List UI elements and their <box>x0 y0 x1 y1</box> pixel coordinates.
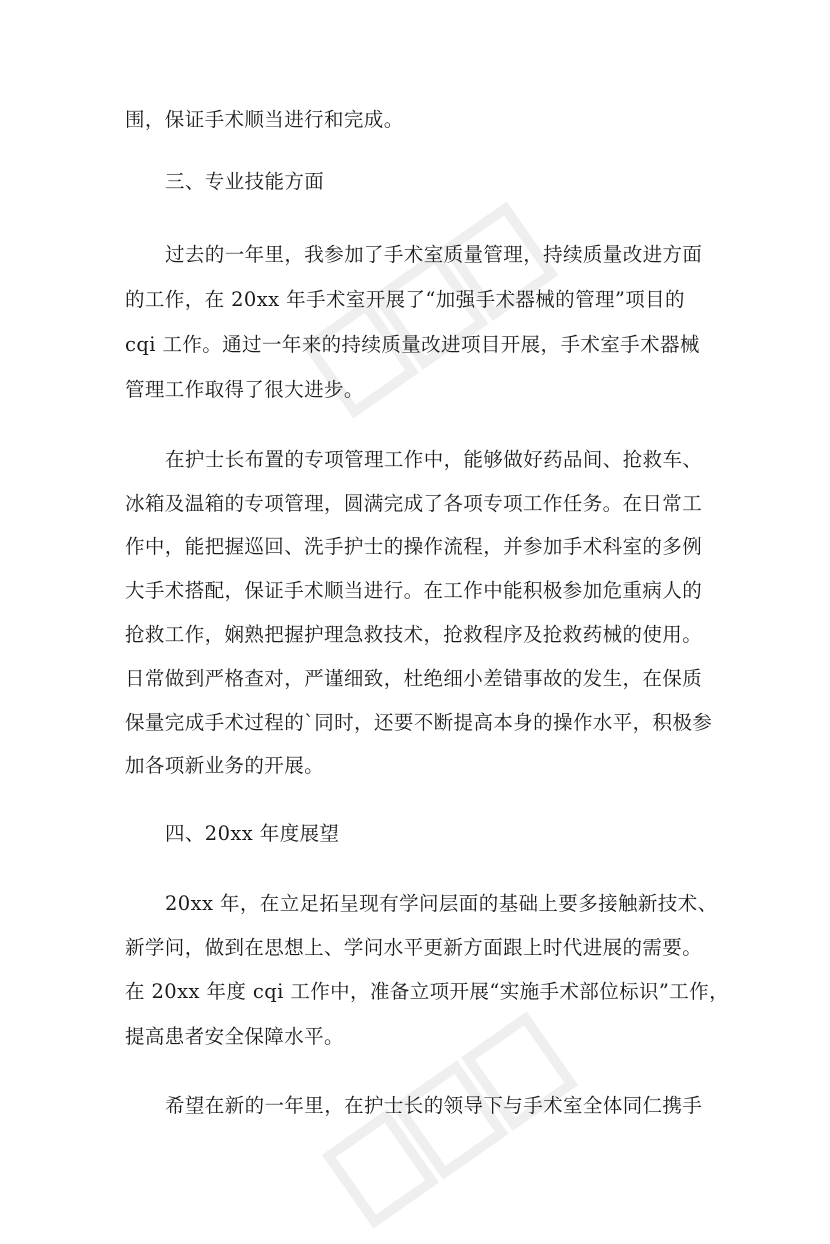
text-line: 冰箱及温箱的专项管理，圆满完成了各项专项工作任务。在日常工 <box>125 492 703 515</box>
watermark-logo-bottom <box>309 996 591 1243</box>
section-heading-outlook: 四、20xx 年度展望 <box>165 822 340 845</box>
text-line: 新学问，做到在思想上、学问水平更新方面跟上时代进展的需要。 <box>125 936 703 959</box>
text-line: 管理工作取得了很大进步。 <box>125 378 364 401</box>
text-line: 提高患者安全保障水平。 <box>125 1025 344 1048</box>
section-heading-skills: 三、专业技能方面 <box>165 170 325 193</box>
text-line: 加各项新业务的开展。 <box>125 754 325 777</box>
text-line: 过去的一年里，我参加了手术室质量管理，持续质量改进方面 <box>165 243 703 266</box>
text-line: cqi 工作。通过一年来的持续质量改进项目开展，手术室手术器械 <box>125 333 700 356</box>
text-line: 日常做到严格查对，严谨细致，杜绝细小差错事故的发生，在保质 <box>125 667 703 690</box>
text-line: 在 20xx 年度 cqi 工作中，准备立项开展“实施手术部位标识”工作， <box>125 980 729 1003</box>
text-line: 的工作，在 20xx 年手术室开展了“加强手术器械的管理”项目的 <box>125 288 685 311</box>
text-line: 保量完成手术过程的`同时，还要不断提高本身的操作水平，积极参 <box>125 711 713 734</box>
text-line: 作中，能把握巡回、洗手护士的操作流程，并参加手术科室的多例 <box>125 535 703 558</box>
text-line: 大手术搭配，保证手术顺当进行。在工作中能积极参加危重病人的 <box>125 579 703 602</box>
text-line: 围，保证手术顺当进行和完成。 <box>125 108 404 131</box>
text-line: 20xx 年，在立足拓呈现有学问层面的基础上要多接触新技术、 <box>165 892 718 915</box>
text-line: 希望在新的一年里，在护士长的领导下与手术室全体同仁携手 <box>165 1094 703 1117</box>
text-line: 在护士长布置的专项管理工作中，能够做好药品间、抢救车、 <box>165 448 703 471</box>
text-line: 抢救工作，娴熟把握护理急救技术，抢救程序及抢救药械的使用。 <box>125 623 703 646</box>
